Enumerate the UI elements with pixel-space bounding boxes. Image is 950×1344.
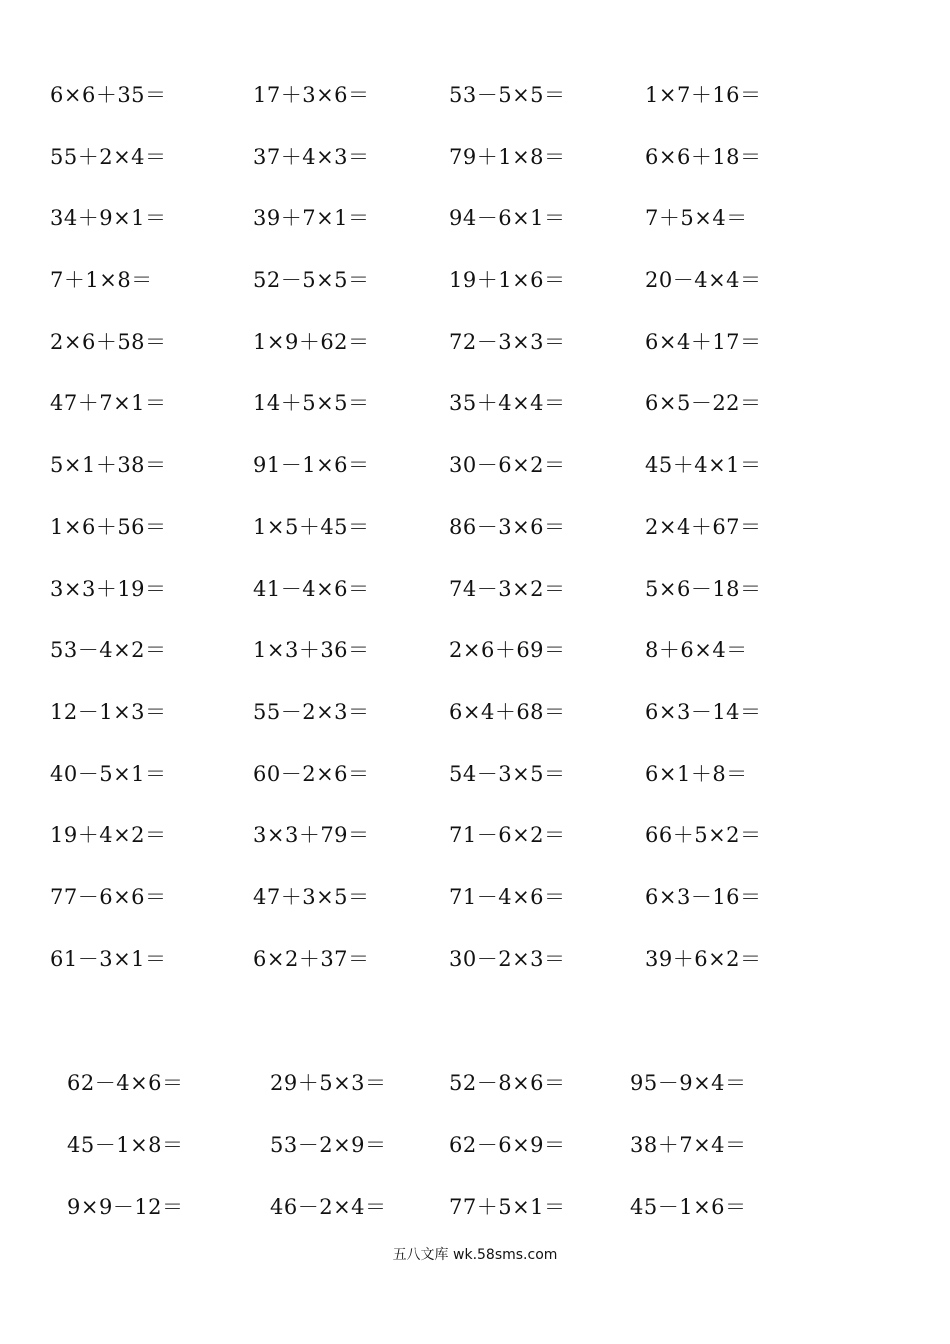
problem-row	[0, 1063, 950, 1103]
math-problem: 94－6×1＝	[449, 206, 566, 230]
problem-row	[0, 260, 950, 300]
math-problem: 74－3×2＝	[449, 577, 566, 601]
math-problem: 55－2×3＝	[253, 700, 370, 724]
problem-row	[0, 507, 950, 547]
math-problem: 45－1×6＝	[630, 1195, 747, 1219]
math-problem: 39＋7×1＝	[253, 206, 370, 230]
math-problem: 8＋6×4＝	[645, 638, 748, 662]
problem-row	[0, 383, 950, 423]
math-problem: 1×6＋56＝	[50, 515, 167, 539]
problem-row	[0, 692, 950, 732]
math-problem: 66＋5×2＝	[645, 823, 762, 847]
problem-row	[0, 322, 950, 362]
math-problem: 5×1＋38＝	[50, 453, 167, 477]
math-problem: 6×6＋35＝	[50, 83, 167, 107]
math-problem: 38＋7×4＝	[630, 1133, 747, 1157]
math-problem: 17＋3×6＝	[253, 83, 370, 107]
math-problem: 30－2×3＝	[449, 947, 566, 971]
math-problem: 19＋1×6＝	[449, 268, 566, 292]
math-problem: 77＋5×1＝	[449, 1195, 566, 1219]
problem-row	[0, 1125, 950, 1165]
math-problem: 54－3×5＝	[449, 762, 566, 786]
problem-row	[0, 630, 950, 670]
problem-row	[0, 877, 950, 917]
math-problem: 40－5×1＝	[50, 762, 167, 786]
math-problem: 60－2×6＝	[253, 762, 370, 786]
math-problem: 47＋7×1＝	[50, 391, 167, 415]
math-problem: 7＋1×8＝	[50, 268, 153, 292]
problem-row	[0, 1187, 950, 1227]
footer-watermark: 五八文库 wk.58sms.com	[392, 1247, 558, 1263]
math-problem: 41－4×6＝	[253, 577, 370, 601]
math-problem: 3×3＋19＝	[50, 577, 167, 601]
math-problem: 39＋6×2＝	[645, 947, 762, 971]
math-problem: 7＋5×4＝	[645, 206, 748, 230]
math-problem: 46－2×4＝	[270, 1195, 387, 1219]
math-problem: 20－4×4＝	[645, 268, 762, 292]
math-problem: 2×6＋58＝	[50, 330, 167, 354]
math-problem: 6×4＋17＝	[645, 330, 762, 354]
math-problem: 91－1×6＝	[253, 453, 370, 477]
problem-row	[0, 569, 950, 609]
math-problem: 1×9＋62＝	[253, 330, 370, 354]
math-problem: 9×9－12＝	[67, 1195, 184, 1219]
math-problem: 6×5－22＝	[645, 391, 762, 415]
math-problem: 37＋4×3＝	[253, 145, 370, 169]
math-problem: 86－3×6＝	[449, 515, 566, 539]
math-problem: 14＋5×5＝	[253, 391, 370, 415]
math-problem: 6×2＋37＝	[253, 947, 370, 971]
problem-row	[0, 137, 950, 177]
math-problem: 52－8×6＝	[449, 1071, 566, 1095]
math-problem: 35＋4×4＝	[449, 391, 566, 415]
math-problem: 12－1×3＝	[50, 700, 167, 724]
math-problem: 1×5＋45＝	[253, 515, 370, 539]
problem-row	[0, 754, 950, 794]
math-problem: 6×6＋18＝	[645, 145, 762, 169]
math-problem: 53－2×9＝	[270, 1133, 387, 1157]
math-problem: 71－4×6＝	[449, 885, 566, 909]
math-problem: 71－6×2＝	[449, 823, 566, 847]
math-problem: 6×3－14＝	[645, 700, 762, 724]
math-problem: 5×6－18＝	[645, 577, 762, 601]
problem-row	[0, 75, 950, 115]
math-problem: 1×7＋16＝	[645, 83, 762, 107]
math-problem: 53－5×5＝	[449, 83, 566, 107]
math-problem: 62－4×6＝	[67, 1071, 184, 1095]
problem-row	[0, 939, 950, 979]
math-problem: 62－6×9＝	[449, 1133, 566, 1157]
math-problem: 30－6×2＝	[449, 453, 566, 477]
problem-row	[0, 815, 950, 855]
math-problem: 47＋3×5＝	[253, 885, 370, 909]
math-problem: 53－4×2＝	[50, 638, 167, 662]
math-problem: 45－1×8＝	[67, 1133, 184, 1157]
math-problem: 79＋1×8＝	[449, 145, 566, 169]
math-problem: 55＋2×4＝	[50, 145, 167, 169]
math-problem: 72－3×3＝	[449, 330, 566, 354]
math-problem: 61－3×1＝	[50, 947, 167, 971]
problem-row	[0, 445, 950, 485]
problem-row	[0, 198, 950, 238]
math-problem: 6×4＋68＝	[449, 700, 566, 724]
math-problem: 6×3－16＝	[645, 885, 762, 909]
math-problem: 34＋9×1＝	[50, 206, 167, 230]
math-problem: 29＋5×3＝	[270, 1071, 387, 1095]
math-problem: 52－5×5＝	[253, 268, 370, 292]
math-problem: 1×3＋36＝	[253, 638, 370, 662]
math-problem: 45＋4×1＝	[645, 453, 762, 477]
math-problem: 95－9×4＝	[630, 1071, 747, 1095]
math-problem: 2×6＋69＝	[449, 638, 566, 662]
math-problem: 3×3＋79＝	[253, 823, 370, 847]
math-problem: 6×1＋8＝	[645, 762, 748, 786]
math-problem: 77－6×6＝	[50, 885, 167, 909]
math-problem: 19＋4×2＝	[50, 823, 167, 847]
math-problem: 2×4＋67＝	[645, 515, 762, 539]
